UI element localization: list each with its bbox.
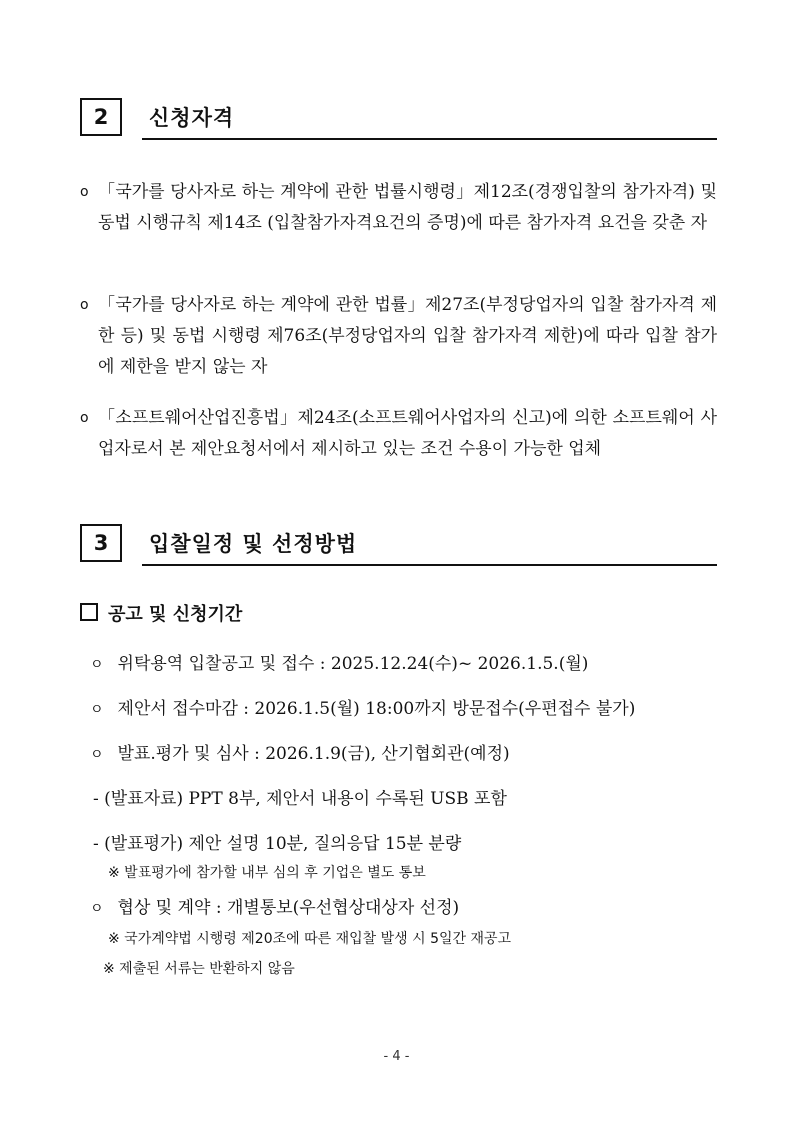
subheading-text: 공고 및 신청기간 (108, 604, 243, 625)
eligibility-text: 「국가를 당사자로 하는 계약에 관한 법률」제27조(부정당업자의 입찰 참가자격 제한 등) 및 동법 시행령 제76조(부정당업자의 입찰 참가자격 제한)에 따라 입찰 참가에 제한을 받지 않는 자 (98, 295, 717, 377)
bullet-icon: ㅇ (90, 702, 104, 718)
bullet-icon: ㅇ (90, 747, 104, 763)
schedule-text: 제안서 접수마감 : 2026.1.5(월) 18:00까지 방문접수(우편접수 불가) (117, 699, 636, 719)
section-number-box: 3 (80, 524, 122, 562)
schedule-line-2 (90, 694, 635, 719)
dash-line-1: - (발표자료) PPT 8부, 제안서 내용이 수록된 USB 포함 (93, 789, 507, 809)
section-title: 신청자격 (149, 106, 235, 130)
schedule-line-1 (90, 649, 588, 674)
section-title: 입찰일정 및 선정방법 (149, 532, 358, 556)
section-3-header (80, 524, 717, 566)
eligibility-item-2 (80, 290, 717, 386)
section-divider (142, 138, 717, 140)
checkbox-square-icon (80, 603, 98, 621)
eligibility-item-1 (80, 177, 717, 273)
page-number: - 4 - (383, 1049, 410, 1064)
bullet-icon: o (80, 297, 89, 313)
bullet-icon: o (80, 184, 89, 200)
section-2-header (80, 98, 717, 140)
note-line-2: ※ 국가계약법 시행령 제20조에 따른 재입찰 발생 시 5일간 재공고 (108, 931, 512, 947)
schedule-line-3 (90, 739, 510, 764)
eligibility-item-3 (80, 403, 717, 499)
eligibility-text: 「국가를 당사자로 하는 계약에 관한 법률시행령」제12조(경쟁입찰의 참가자격) 및 동법 시행규칙 제14조 (입찰참가자격요건의 증명)에 따른 참가자격 요건을 갖춘 자 (98, 182, 717, 233)
dash-line-2: - (발표평가) 제안 설명 10분, 질의응답 15분 분량 (93, 834, 462, 854)
section-divider (142, 564, 717, 566)
schedule-text: 위탁용역 입찰공고 및 접수 : 2025.12.24(수)~ 2026.1.5.(월) (117, 654, 589, 674)
bullet-icon: ㅇ (90, 901, 104, 917)
bullet-icon: o (80, 410, 89, 426)
note-line-1: ※ 발표평가에 참가할 내부 심의 후 기업은 별도 통보 (108, 865, 426, 881)
subheading (80, 600, 242, 626)
note-line-3: ※ 제출된 서류는 반환하지 않음 (103, 961, 295, 977)
schedule-text: 발표.평가 및 심사 : 2026.1.9(금), 산기협회관(예정) (117, 744, 510, 764)
schedule-text: 협상 및 계약 : 개별통보(우선협상대상자 선정) (117, 898, 460, 918)
section-number-box: 2 (80, 98, 122, 136)
bullet-icon: ㅇ (90, 657, 104, 673)
schedule-line-4 (90, 893, 459, 918)
eligibility-text: 「소프트웨어산업진흥법」제24조(소프트웨어사업자의 신고)에 의한 소프트웨어 사업자로서 본 제안요청서에서 제시하고 있는 조건 수용이 가능한 업체 (98, 408, 717, 459)
